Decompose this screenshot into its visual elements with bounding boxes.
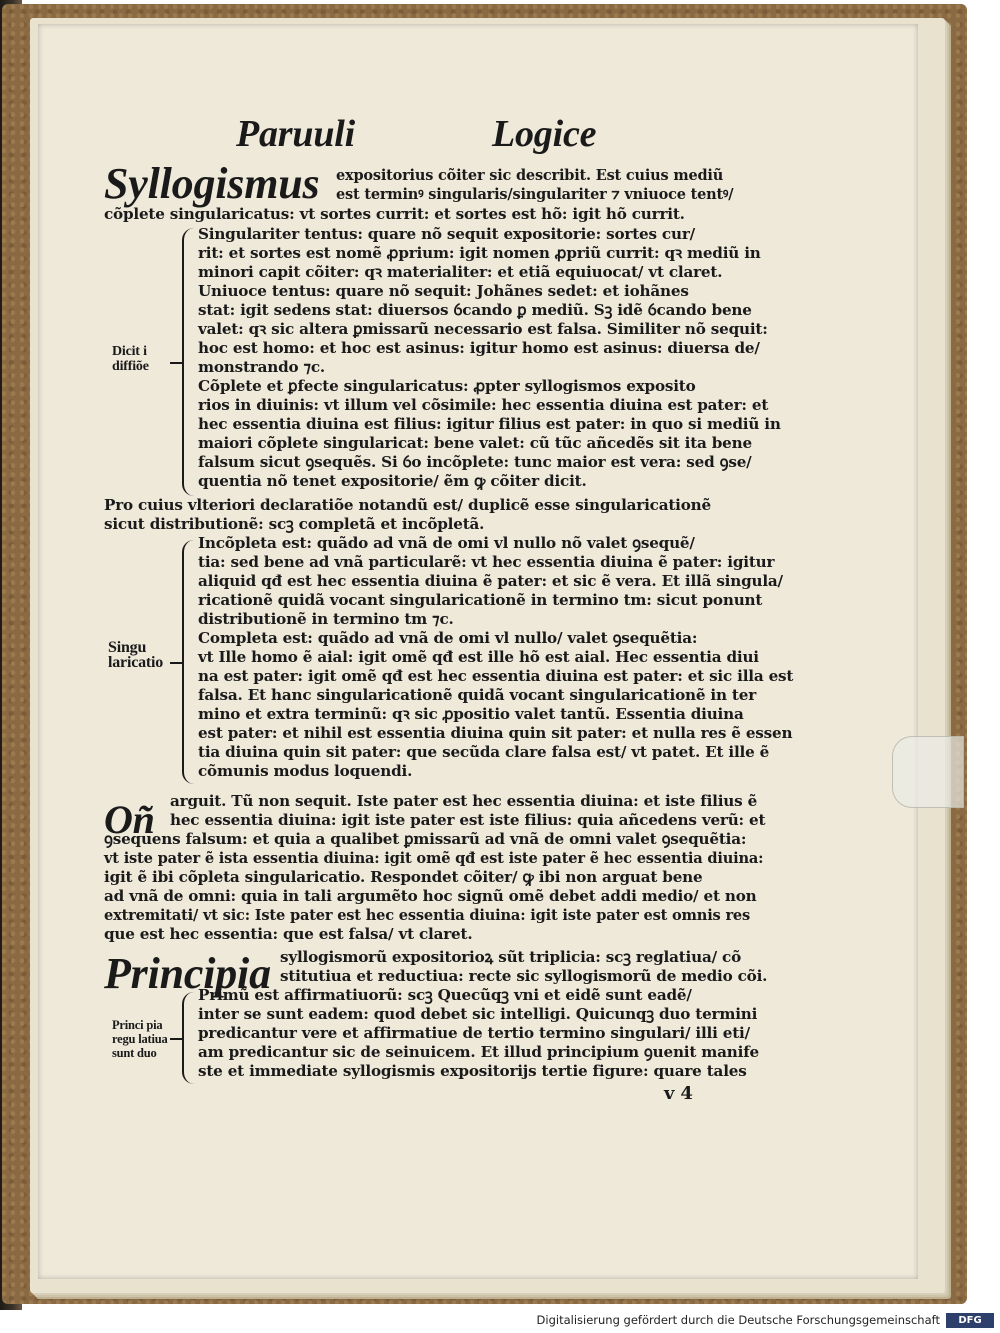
text-line: mino et extra terminũ: qꝛ sic ꝓpositio valet tantũ. Essentia diuina xyxy=(198,705,744,723)
text-line: rit: et sortes est nomẽ ꝓprium: igit nomen ꝓpriũ currit: qꝛ mediũ in xyxy=(198,244,761,262)
signature-mark: v 4 xyxy=(664,1083,693,1104)
text-line: distributionẽ in termino tm ⁊c. xyxy=(198,610,454,628)
text-line: Incõpleta est: quãdo ad vnã de omi vl nullo nõ valet ꝯsequẽ/ xyxy=(198,534,695,552)
text-line: na est pater: igit omẽ qđ est hec essentia diuina est pater: et sic illa est xyxy=(198,667,794,685)
credit-text: Digitalisierung gefördert durch die Deutsche Forschungsgemeinschaft xyxy=(536,1313,940,1327)
text-line: stitutiua et reductiua: recte sic syllogismorũ de medio cõi. xyxy=(280,967,768,985)
text-line: rios in diuinis: vt illum vel cõsimile: hec essentia diuina est pater: et xyxy=(198,396,769,414)
text-line: hec essentia diuina: igit iste pater est iste filius: quia añcedens verũ: et xyxy=(170,811,766,829)
margin-note: Dicit i diffiõe xyxy=(112,344,149,374)
text-line: ꝯsequens falsum: et quia a qualibet ꝑmissarũ ad vnã de omni valet ꝯsequẽtia: xyxy=(104,830,747,848)
text-line: am predicantur sic de seinuicem. Et illud principium ꝯuenit manife xyxy=(198,1043,759,1061)
section-heading: Principia xyxy=(104,949,271,998)
margin-note: Singu laricatio xyxy=(108,639,164,671)
text-line: Cõplete et ꝑfecte singularicatus: ꝓpter syllogismos exposito xyxy=(198,377,696,395)
text-line: Uniuoce tentus: quare nõ sequit: Johãnes sedet: et iohãnes xyxy=(198,282,689,300)
text-line: predicantur vere et affirmatiue de tertio termino singulari/ illi eti/ xyxy=(198,1024,750,1042)
text-line: cõmunis modus loquendi. xyxy=(198,762,413,780)
text-line: expositorius cõiter sic describit. Est cuius mediũ xyxy=(336,167,724,184)
text-line: maiori cõplete singularicat: bene valet: cũ tũc añcedẽs sit ita bene xyxy=(198,434,752,452)
text-line: tia: sed bene ad vnã particularẽ: vt hec essentia diuina ẽ pater: igitur xyxy=(198,553,775,571)
text-line: tia diuina quin sit pater: que secũda clare falsa est/ vt patet. Et ille ẽ xyxy=(198,743,770,761)
text-line: syllogismorũ expositorioꝝ sũt triplicia: scꝫ reglatiua/ cõ xyxy=(280,948,742,966)
text-line: hoc est homo: et hoc est asinus: igitur homo est asinus: diuersa de/ xyxy=(198,339,760,357)
text-line: monstrando ⁊c. xyxy=(198,358,326,376)
text-line: Singulariter tentus: quare nõ sequit expositorie: sortes cur/ xyxy=(198,225,695,243)
text-line: minori capit cõiter: qꝛ materialiter: et etiã equiuocat/ vt claret. xyxy=(198,263,723,281)
text-line: ste et immediate syllogismis expositorijs tertie figure: quare tales xyxy=(198,1062,747,1080)
text-line: quentia nõ tenet expositorie/ ẽm ꝙ cõiter dicit. xyxy=(198,472,587,490)
text-line: ad vnã de omni: quia in tali argumẽto hoc signũ omẽ debet addi medio/ et non xyxy=(104,887,757,905)
text-line: igit ẽ ibi cõpleta singularicatio. Respondet cõiter/ ꝙ ibi non arguat bene xyxy=(104,868,703,886)
text-line: est pater: et nihil est essentia diuina quin sit pater: et nulla res ẽ essen xyxy=(198,724,793,742)
section-heading: Syllogismus xyxy=(104,159,320,208)
text-line: aliquid qđ est hec essentia diuina ẽ pater: et sic ẽ vera. Et illã singula/ xyxy=(198,572,783,590)
text-line: Primũ est affirmatiuorũ: scꝫ Quecũqꝫ vni et eidẽ sunt eadẽ/ xyxy=(198,986,692,1004)
text-line: inter se sunt eadem: quod debet sic intelligi. Quicunqꝫ duo termini xyxy=(198,1005,758,1023)
text-line: vt iste pater ẽ ista essentia diuina: igit omẽ qđ est iste pater ẽ hec essentia diuina: xyxy=(104,850,764,867)
text-line: arguit. Tũ non sequit. Iste pater est hec essentia diuina: et iste filius ẽ xyxy=(170,792,758,810)
text-line: valet: qꝛ sic altera ꝑmissarũ necessario est falsa. Similiter nõ sequit: xyxy=(198,320,768,338)
brace xyxy=(182,228,194,496)
text-line: Completa est: quãdo ad vnã de omi vl nullo/ valet ꝯsequẽtia: xyxy=(198,629,698,647)
text-line: hec essentia diuina est filius: igitur filius est pater: in quo si mediũ in xyxy=(198,415,781,433)
text-line: cõplete singularicatus: vt sortes currit: et sortes est hõ: igit hõ currit. xyxy=(104,205,685,223)
running-head-left: Paruuli xyxy=(236,113,355,155)
text-line: est terminꝰ singularis/singulariter ⁊ vniuoce tentꝰ/ xyxy=(336,186,734,203)
text-line: sicut distributionẽ: scꝫ completã et incõpletã. xyxy=(104,515,485,533)
text-line: falsum sicut ꝯsequẽs. Si ỽo incõplete: tunc maior est vera: sed ꝯse/ xyxy=(198,453,752,471)
text-line: stat: igit sedens stat: diuersos ỽcando ꝑ mediũ. Sꝫ idẽ ỽcando bene xyxy=(198,301,752,319)
dfg-logo: DFG xyxy=(946,1313,994,1328)
initial-om: Oñ xyxy=(104,797,155,842)
text-line: que est hec essentia: que est falsa/ vt claret. xyxy=(104,925,473,943)
running-head-right: Logice xyxy=(492,113,597,155)
text-line: Pro cuius vlteriori declaratiõe notandũ est/ duplicẽ esse singularicationẽ xyxy=(104,496,711,514)
text-line: extremitati/ vt sic: Iste pater est hec essentia diuina: igit iste pater est omnis res xyxy=(104,907,751,924)
text-line: ricationẽ quidã vocant singularicationẽ in termino tm: sicut ponunt xyxy=(198,591,763,609)
text-line: falsa. Et hanc singularicationẽ quidã vocant singularicationẽ in ter xyxy=(198,686,756,704)
margin-note: Princi pia regu latiua sunt duo xyxy=(112,1018,168,1060)
brace xyxy=(182,540,194,784)
page-tab xyxy=(892,736,964,808)
text-line: vt Ille homo ẽ aial: igit omẽ qđ est ille hõ est aial. Hec essentia diui xyxy=(198,648,759,666)
brace xyxy=(182,992,194,1084)
